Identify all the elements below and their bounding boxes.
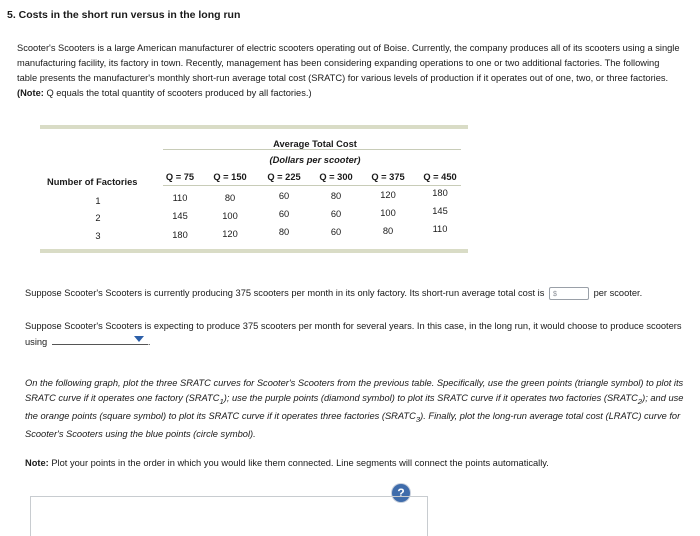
intro-note-text: Q equals the total quantity of scooters produced by all factories.) [43, 88, 312, 98]
column-header: Q = 75 [165, 172, 195, 182]
table-cell: 180 [432, 188, 448, 198]
q2-text: Suppose Scooter's Scooters is expecting to produce 375 scooters per month for several years. In this case, in the long run, it would choose to produce scooters using [25, 321, 682, 347]
graph-note-text: Plot your points in the order in which you would like them connected. Line segments will connect the points automatically. [48, 458, 549, 468]
subscript: 1 [219, 396, 224, 406]
table-cell: 110 [172, 193, 188, 203]
q1-text: Suppose Scooter's Scooters is currently producing 375 scooters per month in its only factory. Its short-run average total cost is [25, 287, 545, 298]
table-cell: 80 [382, 226, 394, 236]
chevron-down-icon [134, 336, 144, 342]
factories-dropdown[interactable] [52, 334, 148, 345]
column-header: Q = 300 [319, 172, 353, 182]
question-sratc [25, 287, 685, 300]
currency-symbol: $ [552, 291, 557, 298]
intro-text: Scooter's Scooters is a large American manufacturer of electric scooters operating out of Boise. Currently, the company produces all of its scooters using a single manufacturing facility, its factory in town. Recently, management has been considering expanding operations to one or two additional factories. The following table presents the manufacturer's monthly short-run average total cost (SRATC) for various levels of production if it operates out of one, two, or three factories. [17, 43, 680, 83]
subscript: 2 [637, 396, 643, 406]
question-long-run [25, 318, 689, 350]
table-cell: 60 [330, 227, 342, 237]
table-group-rule [163, 149, 461, 150]
column-header: Q = 225 [267, 172, 301, 182]
table-cell: 145 [172, 211, 188, 221]
sratc-answer-input[interactable] [549, 287, 589, 300]
column-header: Q = 150 [213, 172, 247, 182]
subscript: 3 [415, 414, 421, 424]
table-row-label: 3 [95, 231, 101, 241]
table-cell: 110 [432, 224, 448, 234]
table-cell: 60 [278, 191, 290, 201]
column-header: Q = 450 [423, 172, 457, 182]
instructions-part: ). Finally, plot the long-run average total cost (LRATC) curve for Scooter's Scooters using the blue points (circle symbol). [25, 410, 681, 439]
table-row-label: 1 [95, 196, 101, 206]
table-cell: 80 [330, 191, 342, 201]
table-cell: 120 [222, 229, 238, 239]
table-cell: 180 [172, 230, 188, 240]
table-bottom-rule [40, 249, 468, 253]
help-icon[interactable]: ? [392, 484, 410, 502]
question-title: 5. Costs in the short run versus in the long run [7, 9, 241, 21]
q2-suffix: . [147, 337, 151, 347]
column-header: Q = 375 [371, 172, 405, 182]
table-row-label: 2 [95, 213, 101, 223]
graph-note-label: Note: [25, 458, 49, 468]
intro-paragraph [17, 41, 681, 101]
table-cell: 60 [330, 209, 342, 219]
table-cell: 100 [222, 211, 238, 221]
table-cell: 145 [432, 206, 448, 216]
table-cell: 100 [380, 208, 396, 218]
table-row-header: Number of Factories [47, 177, 138, 187]
graph-note [25, 458, 689, 468]
instructions-part: ); use the purple points (diamond symbol) to plot its SRATC curve if it operates two factories (SRATC [223, 393, 638, 403]
table-cell: 60 [278, 209, 290, 219]
table-cell: 120 [380, 190, 396, 200]
graph-instructions [25, 376, 689, 442]
graph-area[interactable] [30, 496, 428, 536]
table-cell: 80 [278, 227, 290, 237]
table-group-title: Average Total Cost [273, 139, 357, 149]
q1-suffix: per scooter. [593, 287, 643, 298]
note-label: (Note: [17, 88, 44, 98]
instructions-part: On the following graph, plot the three SRATC curves for Scooter's Scooters from the previous table. Specifically, use the green points (triangle symbol) to plot its SRATC curve if it operates one factory (SRATC [25, 378, 684, 403]
table-header-rule [163, 185, 461, 186]
instructions-part: ); and use the orange points (square symbol) to plot its SRATC curve if it operates three factories (SRATC [25, 393, 684, 421]
table-group-subtitle: (Dollars per scooter) [269, 155, 361, 165]
table-cell: 80 [224, 193, 236, 203]
table-top-rule [40, 125, 468, 129]
